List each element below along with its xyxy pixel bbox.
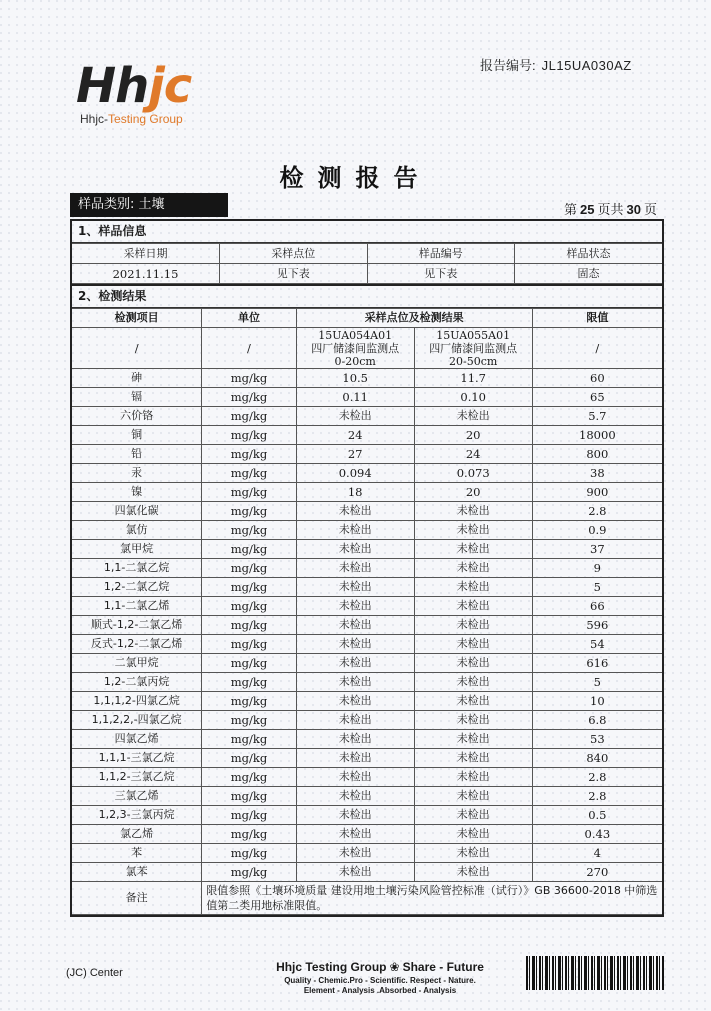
test-item: 六价铬 (72, 407, 202, 426)
result-row (72, 730, 662, 749)
result-site-2: 未检出 (414, 768, 532, 787)
test-item: 三氯乙烯 (72, 787, 202, 806)
limit-value: 2.8 (532, 787, 662, 806)
result-site-2: 未检出 (414, 616, 532, 635)
test-item: 1,2,3-三氯丙烷 (72, 806, 202, 825)
unit: mg/kg (202, 730, 296, 749)
test-item: 铜 (72, 426, 202, 445)
result-row (72, 749, 662, 768)
result-row (72, 863, 662, 882)
result-row (72, 806, 662, 825)
test-item: 砷 (72, 369, 202, 388)
result-row (72, 787, 662, 806)
result-site-1: 未检出 (296, 654, 414, 673)
header-cell: 采样点位 (220, 244, 368, 264)
limit-value: 38 (532, 464, 662, 483)
result-site-2: 未检出 (414, 863, 532, 882)
result-site-2: 未检出 (414, 559, 532, 578)
limit-value: 6.8 (532, 711, 662, 730)
result-site-2: 未检出 (414, 635, 532, 654)
result-site-1: 10.5 (296, 369, 414, 388)
result-row (72, 635, 662, 654)
limit-value: 596 (532, 616, 662, 635)
limit-value: 18000 (532, 426, 662, 445)
test-item: 1,2-二氯丙烷 (72, 673, 202, 692)
result-site-1: 未检出 (296, 521, 414, 540)
result-row (72, 844, 662, 863)
result-row (72, 673, 662, 692)
footer-brand-name: Hhjc Testing Group (276, 960, 387, 974)
result-site-1: 18 (296, 483, 414, 502)
result-row (72, 768, 662, 787)
limit-value: 0.9 (532, 521, 662, 540)
limit-value: 60 (532, 369, 662, 388)
result-row (72, 597, 662, 616)
result-row (72, 559, 662, 578)
unit: mg/kg (202, 844, 296, 863)
result-site-2: 20 (414, 426, 532, 445)
result-site-2: 未检出 (414, 654, 532, 673)
footer-share: Share - Future (402, 960, 484, 974)
test-item: 镍 (72, 483, 202, 502)
logo-subtitle: Hhjc-Testing Group (80, 112, 183, 126)
report-number-label: 报告编号: (480, 58, 536, 73)
result-site-2: 未检出 (414, 692, 532, 711)
limit-value: 65 (532, 388, 662, 407)
test-item: 四氯化碳 (72, 502, 202, 521)
company-logo (76, 60, 226, 126)
result-row (72, 464, 662, 483)
result-site-2: 未检出 (414, 502, 532, 521)
test-item: 二氯甲烷 (72, 654, 202, 673)
limit-value: 840 (532, 749, 662, 768)
page-counter: 第 25 页共 30 页 (564, 202, 657, 218)
unit: mg/kg (202, 483, 296, 502)
test-item: 氯甲烷 (72, 540, 202, 559)
footer-center-label: (JC) Center (66, 967, 123, 979)
site-2: 15UA055A01 四厂储漆间监测点 20-50cm (414, 328, 532, 369)
result-site-2: 未检出 (414, 749, 532, 768)
unit: mg/kg (202, 464, 296, 483)
unit: mg/kg (202, 654, 296, 673)
result-site-1: 未检出 (296, 749, 414, 768)
header-cell: 样品编号 (367, 244, 515, 264)
unit: mg/kg (202, 559, 296, 578)
unit: mg/kg (202, 673, 296, 692)
limit-value: 54 (532, 635, 662, 654)
result-site-1: 未检出 (296, 673, 414, 692)
header-cell: 样品状态 (515, 244, 663, 264)
result-site-1: 未检出 (296, 692, 414, 711)
unit: mg/kg (202, 502, 296, 521)
result-site-2: 未检出 (414, 787, 532, 806)
limit-value: 9 (532, 559, 662, 578)
unit: mg/kg (202, 597, 296, 616)
section-heading-results: 2、检测结果 (72, 284, 662, 308)
result-site-1: 未检出 (296, 597, 414, 616)
result-site-2: 0.10 (414, 388, 532, 407)
result-site-2: 未检出 (414, 673, 532, 692)
sample-state: 固态 (515, 264, 663, 284)
header-cell: 检测项目 (72, 309, 202, 328)
result-site-1: 0.094 (296, 464, 414, 483)
unit: mg/kg (202, 407, 296, 426)
test-item: 镉 (72, 388, 202, 407)
result-site-2: 未检出 (414, 597, 532, 616)
barcode-icon (526, 956, 664, 990)
header-cell: 采样点位及检测结果 (296, 309, 532, 328)
sample-number: 见下表 (367, 264, 515, 284)
results-header-row (72, 309, 662, 328)
report-table (70, 219, 664, 917)
result-site-1: 24 (296, 426, 414, 445)
test-item: 反式-1,2-二氯乙烯 (72, 635, 202, 654)
test-item: 苯 (72, 844, 202, 863)
result-site-2: 未检出 (414, 711, 532, 730)
test-item: 顺式-1,2-二氯乙烯 (72, 616, 202, 635)
site-row (72, 328, 662, 369)
limit-value: 5.7 (532, 407, 662, 426)
sampling-date: 2021.11.15 (72, 264, 220, 284)
result-site-2: 0.073 (414, 464, 532, 483)
sample-category: 样品类别: 土壤 (70, 193, 228, 217)
limit-value: 4 (532, 844, 662, 863)
result-site-2: 11.7 (414, 369, 532, 388)
result-site-2: 未检出 (414, 730, 532, 749)
result-site-2: 未检出 (414, 521, 532, 540)
unit: mg/kg (202, 768, 296, 787)
limit-value: 0.5 (532, 806, 662, 825)
sample-info-value-row (72, 264, 662, 284)
unit: mg/kg (202, 711, 296, 730)
site-limit: / (532, 328, 662, 369)
result-row (72, 692, 662, 711)
result-row (72, 578, 662, 597)
unit: mg/kg (202, 445, 296, 464)
test-item: 1,1,2,2,-四氯乙烷 (72, 711, 202, 730)
result-row (72, 483, 662, 502)
test-item: 1,2-二氯乙烷 (72, 578, 202, 597)
result-site-2: 24 (414, 445, 532, 464)
result-site-1: 未检出 (296, 540, 414, 559)
test-item: 四氯乙烯 (72, 730, 202, 749)
limit-value: 616 (532, 654, 662, 673)
limit-value: 37 (532, 540, 662, 559)
sample-info-header-row (72, 244, 662, 264)
site-1: 15UA054A01 四厂储漆间监测点 0-20cm (296, 328, 414, 369)
result-row (72, 502, 662, 521)
result-row (72, 654, 662, 673)
test-item: 1,1,2-三氯乙烷 (72, 768, 202, 787)
result-site-1: 0.11 (296, 388, 414, 407)
limit-value: 270 (532, 863, 662, 882)
unit: mg/kg (202, 787, 296, 806)
result-site-1: 未检出 (296, 844, 414, 863)
result-site-1: 未检出 (296, 635, 414, 654)
unit: mg/kg (202, 521, 296, 540)
limit-value: 800 (532, 445, 662, 464)
result-site-1: 未检出 (296, 768, 414, 787)
result-row (72, 711, 662, 730)
sample-info-table (72, 243, 662, 284)
result-site-2: 未检出 (414, 540, 532, 559)
header-cell: 单位 (202, 309, 296, 328)
unit: mg/kg (202, 616, 296, 635)
report-number (480, 55, 632, 74)
result-row (72, 407, 662, 426)
result-site-1: 未检出 (296, 863, 414, 882)
result-site-1: 未检出 (296, 616, 414, 635)
site-item: / (72, 328, 202, 369)
report-number-value: JL15UA030AZ (541, 58, 632, 73)
result-site-2: 未检出 (414, 825, 532, 844)
result-row (72, 521, 662, 540)
result-row (72, 825, 662, 844)
unit: mg/kg (202, 635, 296, 654)
remark-row (72, 882, 662, 915)
unit: mg/kg (202, 426, 296, 445)
limit-value: 53 (532, 730, 662, 749)
site-unit: / (202, 328, 296, 369)
header-cell: 采样日期 (72, 244, 220, 264)
footer-slogan-1: Quality - Chemic.Pro - Scientific. Respect - Nature. (284, 976, 476, 985)
result-row (72, 616, 662, 635)
unit: mg/kg (202, 692, 296, 711)
result-row (72, 369, 662, 388)
unit: mg/kg (202, 578, 296, 597)
result-site-1: 未检出 (296, 502, 414, 521)
result-site-2: 未检出 (414, 844, 532, 863)
result-site-1: 未检出 (296, 578, 414, 597)
limit-value: 66 (532, 597, 662, 616)
unit: mg/kg (202, 369, 296, 388)
test-item: 1,1,1-三氯乙烷 (72, 749, 202, 768)
test-item: 氯仿 (72, 521, 202, 540)
footer-brand (270, 958, 490, 996)
result-site-1: 未检出 (296, 825, 414, 844)
result-site-2: 20 (414, 483, 532, 502)
results-table (72, 308, 662, 915)
unit: mg/kg (202, 825, 296, 844)
limit-value: 900 (532, 483, 662, 502)
limit-value: 5 (532, 673, 662, 692)
result-row (72, 445, 662, 464)
result-site-2: 未检出 (414, 407, 532, 426)
limit-value: 10 (532, 692, 662, 711)
flower-icon: ❀ (389, 960, 400, 974)
result-site-2: 未检出 (414, 578, 532, 597)
result-site-1: 未检出 (296, 806, 414, 825)
limit-value: 0.43 (532, 825, 662, 844)
test-item: 1,1-二氯乙烷 (72, 559, 202, 578)
test-item: 氯苯 (72, 863, 202, 882)
logo-mark: Hhjc (76, 58, 192, 114)
unit: mg/kg (202, 806, 296, 825)
unit: mg/kg (202, 863, 296, 882)
result-row (72, 426, 662, 445)
result-row (72, 540, 662, 559)
test-item: 1,1,1,2-四氯乙烷 (72, 692, 202, 711)
result-site-2: 未检出 (414, 806, 532, 825)
limit-value: 2.8 (532, 502, 662, 521)
result-site-1: 未检出 (296, 407, 414, 426)
limit-value: 5 (532, 578, 662, 597)
remark-label: 备注 (72, 882, 202, 915)
document-title: 检测报告 (279, 164, 432, 192)
test-item: 氯乙烯 (72, 825, 202, 844)
result-site-1: 未检出 (296, 711, 414, 730)
result-site-1: 未检出 (296, 787, 414, 806)
limit-value: 2.8 (532, 768, 662, 787)
unit: mg/kg (202, 540, 296, 559)
unit: mg/kg (202, 388, 296, 407)
header-cell: 限值 (532, 309, 662, 328)
test-item: 1,1-二氯乙烯 (72, 597, 202, 616)
section-heading-sample-info: 1、样品信息 (72, 221, 662, 243)
sampling-site: 见下表 (220, 264, 368, 284)
result-site-1: 27 (296, 445, 414, 464)
result-site-1: 未检出 (296, 730, 414, 749)
test-item: 铅 (72, 445, 202, 464)
result-site-1: 未检出 (296, 559, 414, 578)
footer-slogan-2: Element - Analysis .Absorbed - Analysis (303, 986, 457, 995)
remark-text: 限值参照《土壤环境质量 建设用地土壤污染风险管控标准（试行）》GB 36600-2018 中筛选值第二类用地标准限值。 (202, 882, 662, 915)
unit: mg/kg (202, 749, 296, 768)
test-item: 汞 (72, 464, 202, 483)
result-row (72, 388, 662, 407)
